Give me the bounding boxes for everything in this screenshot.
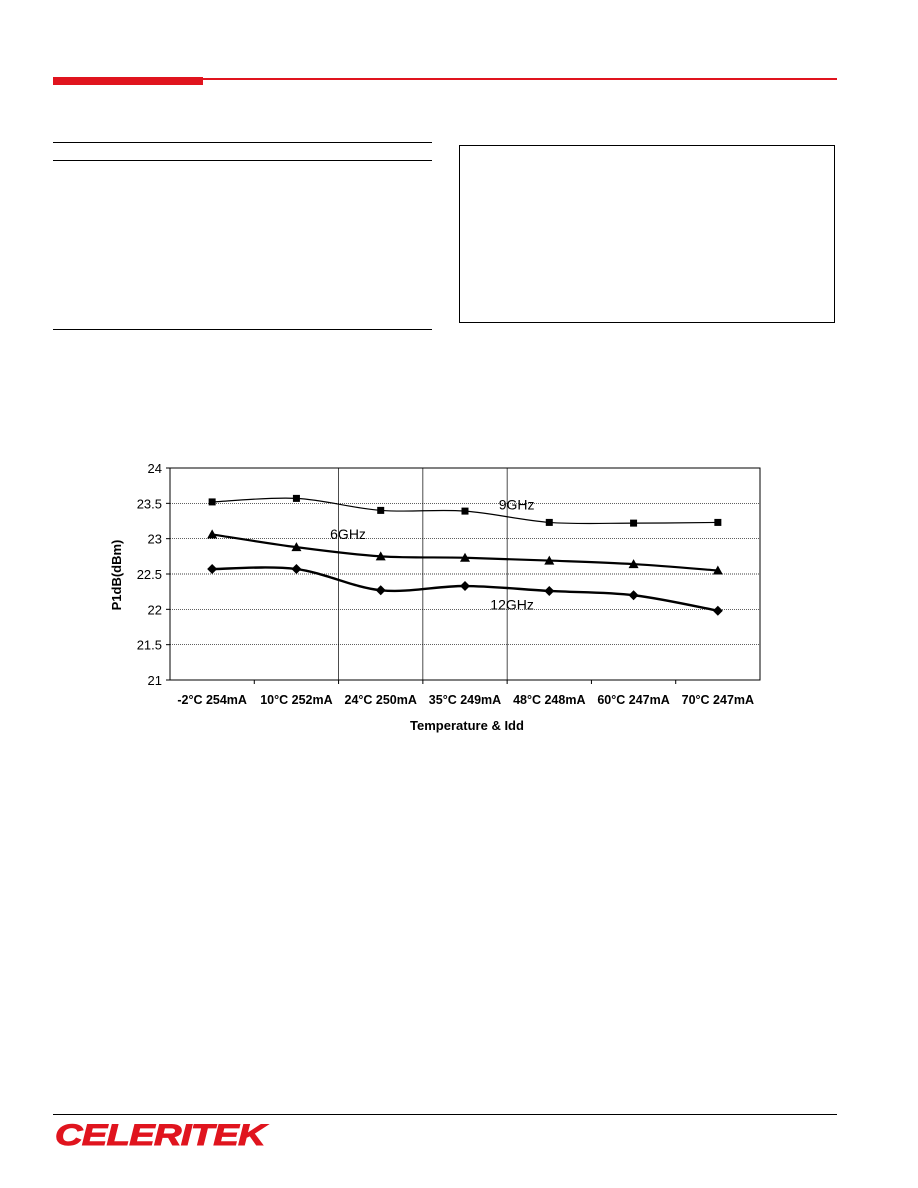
y-tick-labels [137,461,162,688]
marker-9GHz [546,519,553,526]
marker-12GHz [460,581,470,591]
marker-12GHz [376,585,386,595]
x-tick-label: 24°C 250mA [344,693,417,707]
logo-text: CELERITEK [55,1119,269,1150]
marker-12GHz [291,564,301,574]
marker-12GHz [713,606,723,616]
x-tick-label: 60°C 247mA [597,693,670,707]
series-label-6GHz: 6GHz [330,525,366,542]
y-tick-label: 22 [147,602,162,618]
series-line-6GHz [212,534,718,570]
y-tick-label: 24 [147,461,162,476]
series-label-9GHz: 9GHz [498,496,535,513]
marker-9GHz [630,520,637,527]
y-axis-label: P1dB(dBm) [109,539,124,611]
marker-12GHz [544,586,554,596]
y-tick-label: 23.5 [136,496,162,512]
marker-9GHz [377,507,384,514]
marker-9GHz [462,508,469,515]
x-tick-label: -2°C 254mA [177,693,247,707]
y-tick-label: 21 [147,673,162,688]
x-tick-label: 35°C 249mA [428,693,502,707]
y-tick-label: 22.5 [136,567,162,582]
x-tick-labels [177,693,754,707]
marker-9GHz [209,498,216,505]
marker-9GHz [293,495,300,502]
y-tick-label: 23 [147,531,162,547]
series-label-12GHz: 12GHz [490,596,534,613]
y-tick-label: 21.5 [136,637,162,653]
celeritek-logo [53,1118,273,1150]
footer-rule [53,1114,837,1115]
x-axis-label: Temperature & Idd [410,718,524,733]
marker-9GHz [714,519,721,526]
marker-12GHz [207,564,217,574]
x-tick-label: 10°C 252mA [260,693,333,707]
x-tick-label: 70°C 247mA [681,693,755,707]
chart-grid [166,468,760,684]
x-tick-label: 48°C 248mA [513,693,586,707]
marker-12GHz [629,590,639,600]
